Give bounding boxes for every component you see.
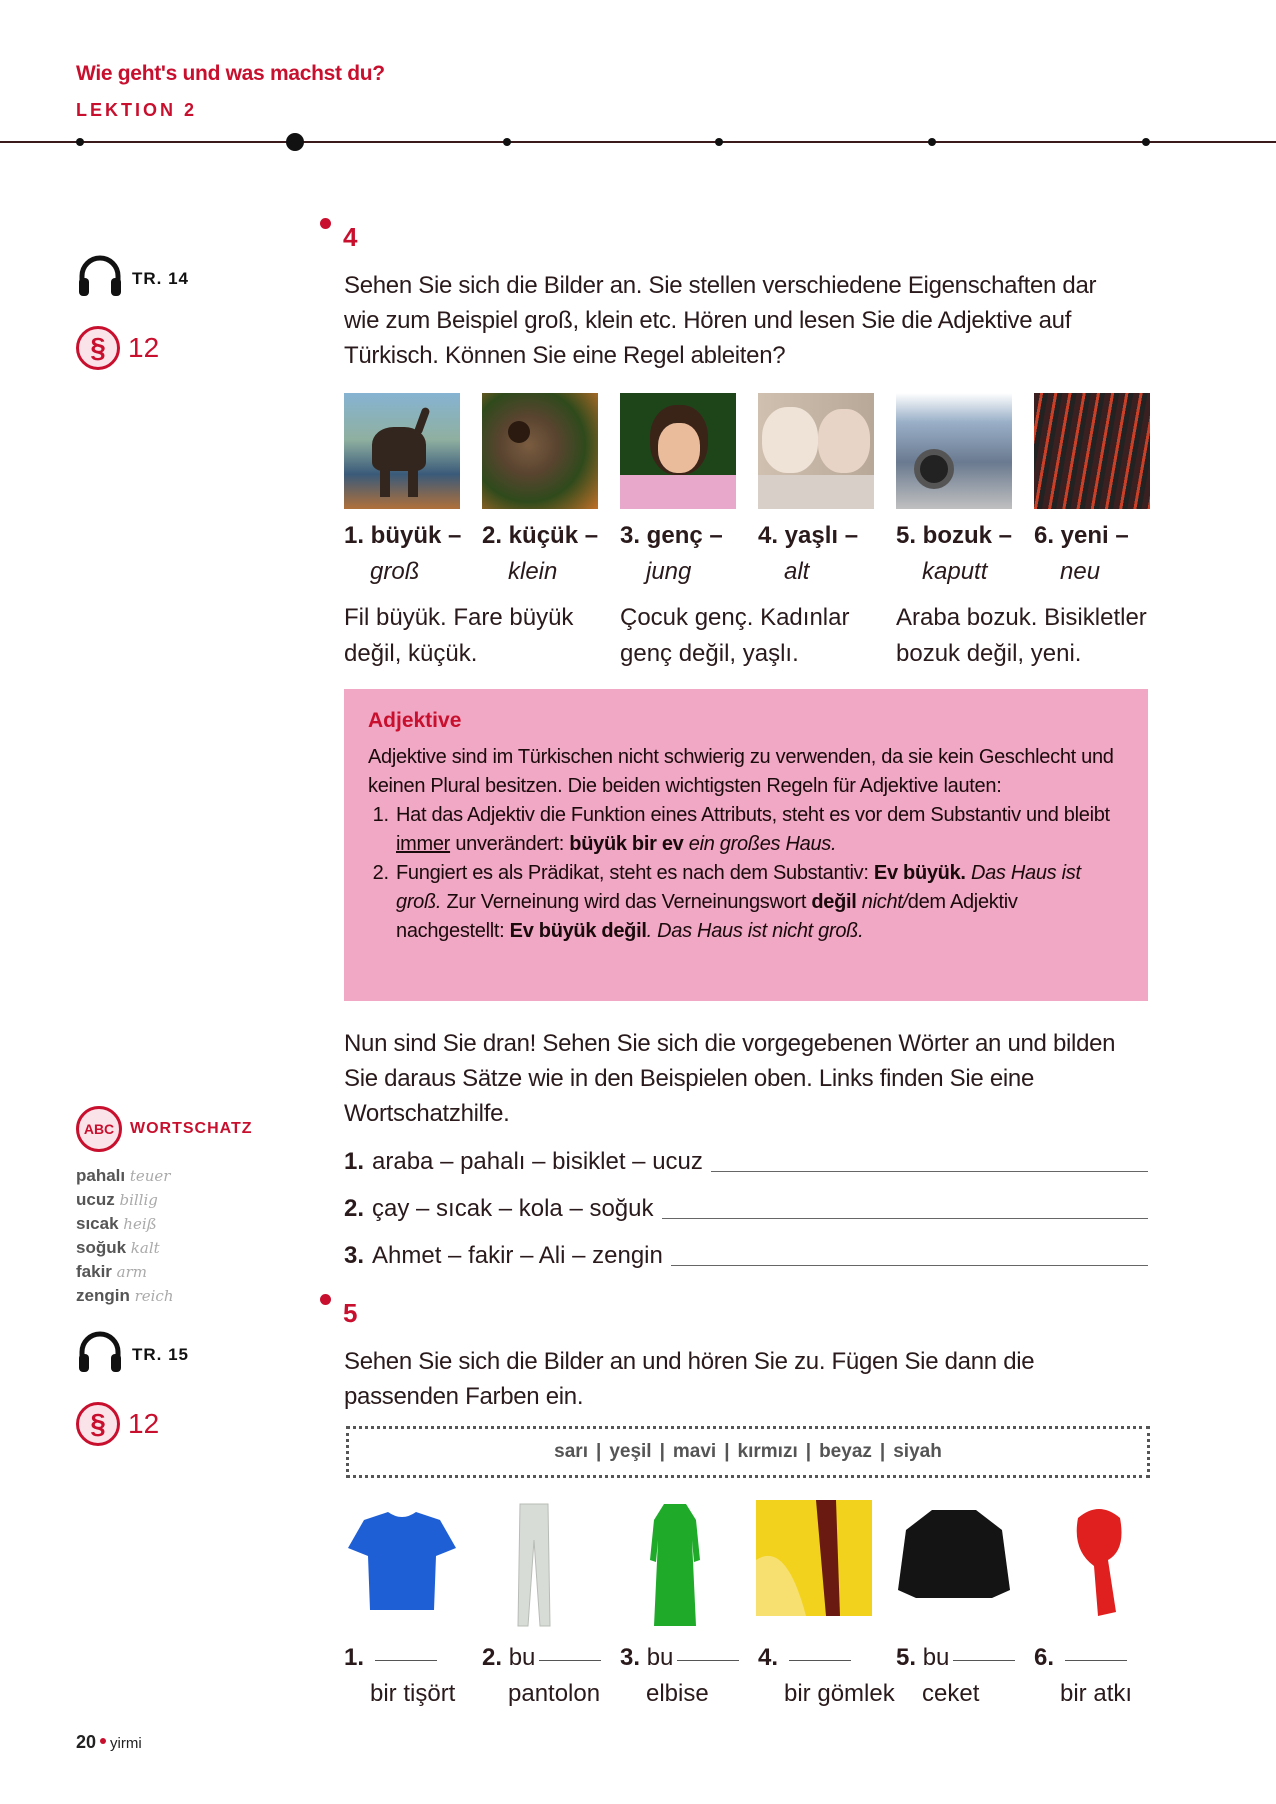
headphones-icon: [76, 1330, 124, 1379]
paragraph-icon: §: [76, 326, 120, 370]
adjective-item: 3. genç – jung: [620, 522, 723, 585]
practice-task-1: 1. araba – pahalı – bisiklet – ucuz: [344, 1144, 1148, 1180]
lesson-timeline: [0, 141, 1276, 143]
practice-task-2: 2. çay – sıcak – kola – soğuk: [344, 1191, 1148, 1227]
answer-line-3[interactable]: [671, 1265, 1148, 1266]
exercise-marker: [320, 218, 331, 229]
exercise-instructions: Sehen Sie sich die Bilder an und hören Sie zu. Fügen Sie dann die passenden Farben ein.: [344, 1348, 1035, 1410]
green-dress-image: [640, 1500, 710, 1630]
abc-icon: ABC: [76, 1106, 122, 1152]
page-number-word: yirmi: [110, 1735, 142, 1752]
color-word: beyaz: [819, 1441, 872, 1462]
timeline-dot: [503, 138, 511, 146]
bullet-icon: [320, 1294, 331, 1305]
vocab-item: sıcak heiß: [76, 1214, 157, 1233]
color-fill-list: [344, 1640, 1174, 1712]
adjective-item: 6. yeni – neu: [1034, 522, 1129, 585]
example-sentence: Çocuk genç. Kadınlar genç değil, yaşlı.: [620, 604, 850, 667]
lesson-label: LEKTION 2: [76, 100, 198, 120]
grammar-rule-1: 1. Hat das Adjektiv die Funktion eines Attributs, steht es vor dem Substantiv und bleibt immer unverändert: büyük bir ev ein großes Haus.: [394, 801, 1124, 859]
red-scarf-image: [1064, 1500, 1134, 1630]
color-blank[interactable]: [953, 1659, 1015, 1661]
example-sentence: Araba bozuk. Bisikletler bozuk değil, yeni.: [896, 604, 1147, 667]
clothing-images: [344, 1500, 1150, 1630]
elephant-photo: [344, 393, 460, 509]
grammar-intro: Adjektive sind im Türkischen nicht schwierig zu verwenden, da sie kein Geschlecht und keinen Plural besitzen. Die beiden wichtigsten Regeln für Adjektive lauten:: [368, 746, 1114, 797]
grammar-rules: [368, 801, 1124, 946]
adjective-item: 2. küçük – klein: [482, 522, 599, 585]
chapter-title: Wie geht's und was machst du?: [76, 62, 385, 85]
color-blank[interactable]: [789, 1659, 851, 1661]
answer-line-1[interactable]: [711, 1171, 1148, 1172]
grammar-reference-5[interactable]: [76, 1402, 159, 1446]
adjective-list: [344, 518, 1174, 590]
answer-line-2[interactable]: [662, 1218, 1149, 1219]
broken-car-photo: [896, 393, 1012, 509]
audio-track-4[interactable]: [76, 254, 189, 303]
exercise-number: 4: [343, 222, 358, 252]
color-blank[interactable]: [539, 1659, 601, 1661]
practice-instructions: Nun sind Sie dran! Sehen Sie sich die vorgegebenen Wörter an und bilden Sie daraus Sätze wie in den Beispielen oben. Links finden Sie eine Wortschatzhilfe.: [344, 1030, 1116, 1127]
bullet-icon: [100, 1738, 106, 1744]
vocabulary-title: WORTSCHATZ: [130, 1120, 253, 1137]
grammar-ref-number: 12: [128, 332, 160, 363]
vocab-item: fakir arm: [76, 1262, 147, 1281]
color-fill-item: 5. bu ceket: [896, 1640, 1034, 1712]
color-word: kırmızı: [737, 1441, 798, 1462]
white-trousers-image: [504, 1500, 564, 1630]
color-word: mavi: [672, 1441, 717, 1462]
grammar-reference-4[interactable]: [76, 326, 159, 370]
example-sentence: Fil büyük. Fare büyük değil, küçük.: [344, 604, 574, 667]
adjective-item: 5. bozuk – kaputt: [896, 522, 1013, 585]
headphones-icon: [76, 254, 124, 303]
timeline-dot-active: [286, 133, 304, 151]
color-word-bank: sarı | yeşil | mavi | kırmızı | beyaz | siyah: [346, 1426, 1150, 1478]
timeline-dot: [715, 138, 723, 146]
color-word: sarı: [554, 1441, 588, 1462]
vocab-item: pahalı teuer: [76, 1166, 171, 1185]
adjective-item: 4. yaşlı – alt: [758, 522, 859, 585]
color-fill-item: 4. bir gömlek: [758, 1644, 895, 1707]
color-blank[interactable]: [375, 1659, 437, 1661]
girl-photo: [620, 393, 736, 509]
color-blank[interactable]: [1065, 1659, 1127, 1661]
timeline-dot: [928, 138, 936, 146]
vocab-item: soğuk kalt: [76, 1238, 160, 1257]
exercise-marker: [320, 1294, 331, 1305]
adjective-item: 1. büyük – groß: [344, 522, 462, 585]
color-fill-item: 1. bir tişört: [344, 1644, 456, 1707]
color-fill-item: 6. bir atkı: [1034, 1644, 1133, 1707]
color-blank[interactable]: [677, 1659, 739, 1661]
old-women-photo: [758, 393, 874, 509]
adjective-images: [344, 393, 1150, 509]
paragraph-icon: §: [76, 1402, 120, 1446]
color-word: siyah: [893, 1441, 942, 1462]
timeline-dot: [1142, 138, 1150, 146]
bullet-icon: [320, 218, 331, 229]
exercise-number: 5: [343, 1298, 358, 1328]
mouse-photo: [482, 393, 598, 509]
page-number: 20: [76, 1732, 97, 1752]
color-fill-item: 3. bu elbise: [620, 1640, 758, 1712]
vocabulary-list: [76, 1164, 173, 1308]
color-fill-item: 2. bu pantolon: [482, 1644, 601, 1707]
vocabulary-header: [76, 1106, 253, 1152]
grammar-ref-number: 12: [128, 1408, 160, 1439]
grammar-box: [344, 689, 1148, 1001]
track-label: TR. 14: [132, 268, 190, 288]
yellow-shirt-image: [756, 1500, 872, 1630]
blue-tshirt-image: [344, 1500, 460, 1630]
vocab-item: zengin reich: [76, 1286, 174, 1305]
exercise-instructions: Sehen Sie sich die Bilder an. Sie stellen verschiedene Eigenschaften dar wie zum Beispiel groß, klein etc. Hören und lesen Sie die Adjektive auf Türkisch. Können Sie eine Regel ableiten?: [344, 272, 1097, 369]
vocab-item: ucuz billig: [76, 1190, 158, 1209]
grammar-rule-2: 2. Fungiert es als Prädikat, steht es nach dem Substantiv: Ev büyük. Das Haus ist groß. Zur Verneinung wird das Verneinungswort değil nicht/dem Adjektiv nachgestellt: Ev büyük değil. Das Haus ist nicht groß.: [394, 859, 1124, 946]
track-label: TR. 15: [132, 1344, 190, 1364]
grammar-box-title: Adjektive: [368, 709, 462, 732]
color-word: yeşil: [609, 1441, 652, 1462]
practice-task-3: 3. Ahmet – fakir – Ali – zengin: [344, 1238, 1148, 1274]
timeline-dot: [76, 138, 84, 146]
black-jacket-image: [896, 1500, 1012, 1630]
bicycles-photo: [1034, 393, 1150, 509]
audio-track-5[interactable]: [76, 1330, 189, 1379]
page-footer: [76, 1732, 142, 1753]
